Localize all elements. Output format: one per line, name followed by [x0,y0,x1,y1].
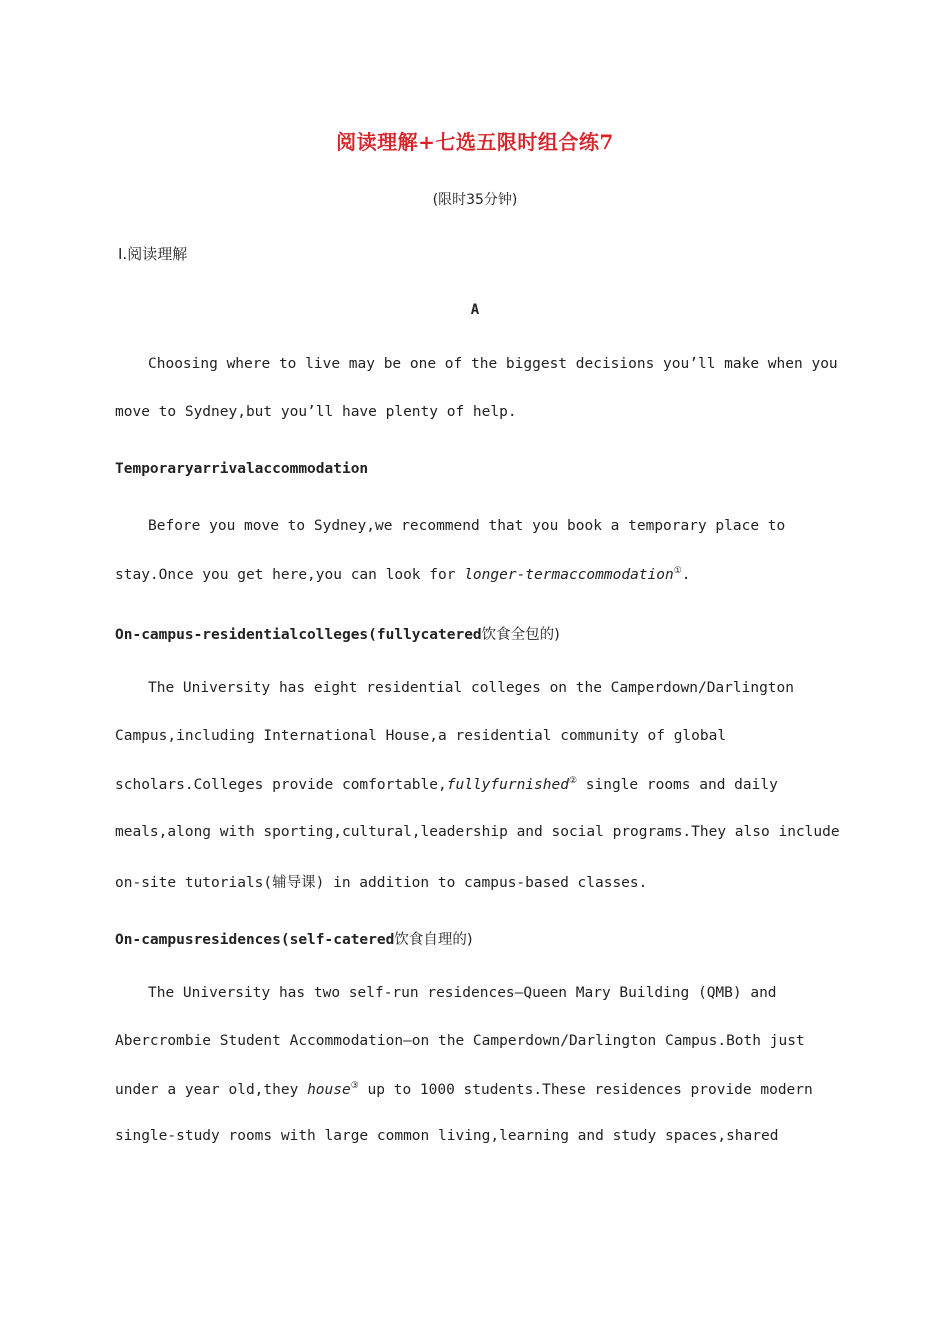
footnote-marker-2: ② [568,776,578,786]
heading-text: On-campus-residentialcolleges(fullycatered [115,627,482,643]
heading-residential-colleges [115,623,560,644]
para2-line-1: The University has eight residential colleges on the Camperdown/Darlington [148,680,795,696]
para2-text-end: single rooms and daily [577,777,778,793]
heading-gloss: 饮食全包的 [481,627,555,643]
para2-line-5 [115,871,647,892]
heading-paren: ) [466,932,473,948]
para2-line-2: Campus,including International House,a residential community of global [115,728,727,744]
intro-line-2: move to Sydney,but you’ll have plenty of help. [115,404,517,420]
para1-text-end: . [681,567,691,583]
para2-text-end: ) in addition to campus-based classes. [315,875,648,891]
para3-text-end: up to 1000 students.These residences provide modern [358,1082,813,1098]
para1-line-1: Before you move to Sydney,we recommend that you book a temporary place to [148,518,786,534]
section-heading: Ⅰ.阅读理解 [118,245,188,263]
footnote-marker-1: ① [673,566,682,576]
para2-line-3 [115,776,778,793]
para1-text: stay.Once you get here,you can look for [115,567,465,583]
annotated-term-1: longer-termaccommodation [464,567,674,583]
para2-line-4: meals,along with sporting,cultural,leadership and social programs.They also include [115,824,840,840]
para2-text: scholars.Colleges provide comfortable, [115,777,447,793]
annotated-term-3: house [307,1082,351,1098]
para2-gloss: 辅导课 [272,875,316,891]
para1-line-2 [115,566,691,583]
para3-line-4: single-study rooms with large common living,learning and study spaces,shared [115,1128,779,1144]
footnote-marker-3: ③ [350,1081,359,1091]
para3-line-2: Abercrombie Student Accommodation—on the Camperdown/Darlington Campus.Both just [115,1033,805,1049]
time-limit-note: (限时35分钟) [432,192,518,208]
heading-gloss: 饮食自理的 [394,932,467,948]
heading-text: On-campusresidences(self-catered [115,932,395,948]
page-title: 阅读理解+七选五限时组合练7 [336,130,614,154]
annotated-term-2: fullyfurnished [446,777,569,793]
heading-temporary-accommodation: Temporaryarrivalaccommodation [115,461,369,477]
intro-line-1: Choosing where to live may be one of the biggest decisions you’ll make when you [148,356,838,372]
para3-text: under a year old,they [115,1082,308,1098]
para3-line-1: The University has two self-run residences—Queen Mary Building (QMB) and [148,985,777,1001]
heading-campus-residences [115,928,473,949]
heading-paren: ) [554,627,560,643]
para2-text: on-site tutorials( [115,875,273,891]
passage-label: A [470,302,480,318]
para3-line-3 [115,1081,813,1098]
